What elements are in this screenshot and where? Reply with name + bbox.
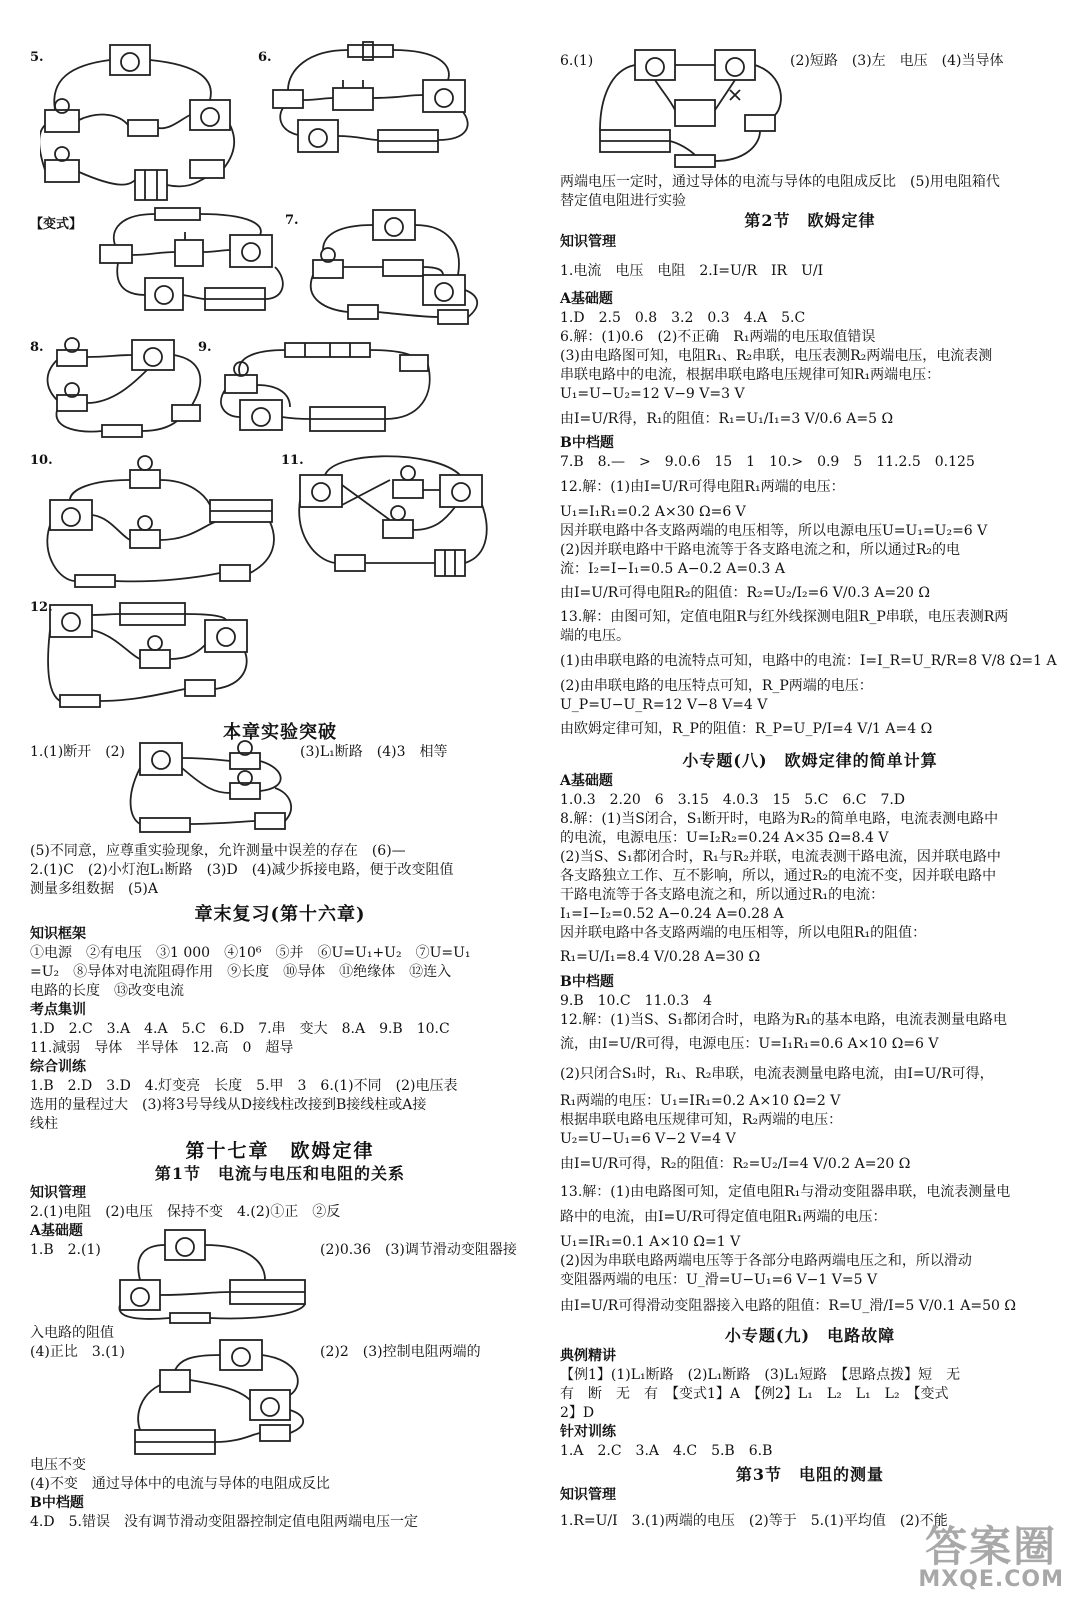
text-line: 由欧姆定律可知，R_P的阻值：R_P=U_P/I=4 V/1 A=4 Ω: [560, 721, 933, 737]
circuit-diagram-variant: [90, 200, 290, 325]
text-line: (2)只闭合S₁时，R₁、R₂串联，电流表测量电路电流，由I=U/R可得，: [560, 1066, 994, 1082]
text-line: U₁=I₁R₁=0.2 A×30 Ω=6 V: [560, 504, 746, 520]
question-label-11: 11.: [281, 453, 304, 468]
circuit-diagram-5: [40, 40, 240, 205]
text-line: 9.B 10.C 11.0.3 4: [560, 993, 713, 1009]
text-line: I₁=I−I₂=0.52 A−0.24 A=0.28 A: [560, 906, 784, 922]
circuit-diagram-r6: [595, 45, 790, 170]
text-line: 12.解：(1)当S、S₁都闭合时，电路为R₁的基本电路，电流表测量电路电: [560, 1012, 1008, 1028]
text-line: 线柱: [30, 1116, 58, 1132]
text-line: 1.0.3 2.20 6 3.15 4.0.3 15 5.C 6.C 7.D: [560, 792, 906, 808]
variant-label: 【变式】: [30, 217, 83, 232]
watermark-text: 答案圈: [925, 1522, 1058, 1571]
circuit-diagram-experiment-1: [125, 738, 300, 843]
subheading: 针对训练: [560, 1424, 616, 1440]
text-line: 因并联电路中各支路两端的电压相等，所以电源电压U=U₁=U₂=6 V: [560, 523, 988, 539]
text-line: 6.(1): [560, 53, 594, 69]
text-line: 1.B 2.(1): [30, 1242, 101, 1258]
circuit-diagram-6: [268, 40, 483, 170]
text-line: 选用的量程过大 (3)将3号导线从D接线柱改接到B接线柱或A接: [30, 1097, 427, 1113]
text-line: 1.(1)断开 (2): [30, 744, 126, 760]
text-line: (4)不变 通过导体中的电流与导体的电阻成反比: [30, 1476, 330, 1492]
subheading: 典例精讲: [560, 1348, 616, 1364]
text-line: 6.解：(1)0.6 (2)不正确 R₁两端的电压取值错误: [560, 329, 876, 345]
text-line: 13.解：(1)由电路图可知，定值电阻R₁与滑动变阻器串联，电流表测量电: [560, 1184, 1011, 1200]
text-line: 12.解：(1)由I=U/R可得电阻R₁两端的电压：: [560, 479, 845, 495]
text-line: 【例1】(1)L₁断路 (2)L₁断路 (3)L₁短路 【思路点拨】短 无: [560, 1367, 961, 1383]
section-title-topic-9: 小专题(九) 电路故障: [724, 1326, 896, 1345]
text-line: 1.电流 电压 电阻 2.I=U/R IR U/I: [560, 263, 824, 279]
text-line: 2.(1)电阻 (2)电压 保持不变 4.(2)①正 ②反: [30, 1204, 341, 1220]
subheading: B中档题: [30, 1495, 84, 1511]
text-line: 由I=U/R得，R₁的阻值：R₁=U₁/I₁=3 V/0.6 A=5 Ω: [560, 411, 894, 427]
text-line: 电压不变: [30, 1457, 86, 1473]
text-line: U₁=IR₁=0.1 A×10 Ω=1 V: [560, 1234, 741, 1250]
subheading: B中档题: [560, 974, 614, 990]
text-line: 各支路独立工作、互不影响，所以，通过R₂的电流不变，因并联电路中: [560, 868, 997, 884]
circuit-diagram-7: [298, 205, 488, 330]
text-line: 1.R=U/I 3.(1)两端的电压 (2)等于 5.(1)平均值 (2)不能: [560, 1513, 948, 1529]
text-line: (4)正比 3.(1): [30, 1344, 126, 1360]
text-line: R₁两端的电压：U₁=IR₁=0.2 A×10 Ω=2 V: [560, 1093, 841, 1109]
text-line: 2.(1)C (2)小灯泡L₁断路 (3)D (4)减少拆接电路，便于改变阻值: [30, 862, 454, 878]
text-line: (2)由串联电路的电压特点可知，R_P两端的电压：: [560, 678, 873, 694]
circuit-diagram-s1-2: [115, 1225, 315, 1325]
subheading: 综合训练: [30, 1059, 86, 1075]
text-line: (2)因并联电路中干路电流等于各支路电流之和，所以通过R₂的电: [560, 542, 960, 558]
circuit-diagram-9: [210, 335, 435, 440]
text-line: 1.D 2.C 3.A 4.A 5.C 6.D 7.串 变大 8.A 9.B 10.C: [30, 1021, 450, 1037]
text-line: 11.減弱 导体 半导体 12.高 0 超导: [30, 1040, 294, 1056]
text-line: 串联电路中的电流，根据串联电路电压规律可知R₁两端电压：: [560, 367, 941, 383]
text-line: 电路的长度 ⑬改变电流: [30, 983, 184, 999]
text-line: 由I=U/R可得滑动变阻器接入电路的阻值：R=U_滑/I=5 V/0.1 A=50 Ω: [560, 1298, 1016, 1314]
question-label-12: 12.: [30, 600, 53, 615]
text-line: 2】D: [560, 1405, 595, 1421]
text-line: 1.A 2.C 3.A 4.C 5.B 6.B: [560, 1443, 773, 1459]
question-label-7: 7.: [285, 213, 299, 228]
section-title-chapter-experiments: 本章实验突破: [223, 722, 337, 743]
circuit-diagram-s1-3: [130, 1335, 320, 1455]
text-line: 13.解：由图可知，定值电阻R与红外线探测电阻R_P串联，电压表测R两: [560, 609, 1009, 625]
text-line: (3)L₁断路 (4)3 相等: [300, 744, 448, 760]
subheading: A基础题: [560, 773, 613, 789]
subheading: B中档题: [560, 435, 614, 451]
text-line: 的电流，电源电压：U=I₂R₂=0.24 A×35 Ω=8.4 V: [560, 830, 889, 846]
text-line: ①电源 ②有电压 ③1 000 ④10⁶ ⑤并 ⑥U=U₁+U₂ ⑦U=U₁: [30, 945, 471, 961]
section-title-lesson-1: 第1节 电流与电压和电阻的关系: [154, 1164, 406, 1183]
text-line: (5)不同意，应尊重实验现象，允许测量中误差的存在 (6)—: [30, 843, 406, 859]
text-line: 入电路的阻值: [30, 1325, 114, 1341]
text-line: 4.D 5.错误 没有调节滑动变阻器控制定值电阻两端电压一定: [30, 1514, 418, 1530]
text-line: U₁=U−U₂=12 V−9 V=3 V: [560, 386, 745, 402]
text-line: 变阻器两端的电压：U_滑=U−U₁=6 V−1 V=5 V: [560, 1272, 878, 1288]
chapter-title: 第十七章 欧姆定律: [185, 1140, 375, 1162]
text-line: (2)当S、S₁都闭合时，R₁与R₂并联，电流表测干路电流，因并联电路中: [560, 849, 1001, 865]
text-line: 有 断 无 有 【变式1】A 【例2】L₁ L₂ L₁ L₂ 【变式: [560, 1386, 949, 1402]
circuit-diagram-11: [295, 445, 495, 590]
subheading: 知识管理: [560, 234, 616, 250]
section-title-topic-8: 小专题(八) 欧姆定律的简单计算: [682, 751, 938, 770]
text-line: (3)由电路图可知，电阻R₁、R₂串联，电压表测R₂两端电压，电流表测: [560, 348, 993, 364]
text-line: 端的电压。: [560, 628, 630, 644]
text-line: (2)2 (3)控制电阻两端的: [320, 1344, 481, 1360]
text-line: (1)由串联电路的电流特点可知，电路中的电流：I=I_R=U_R/R=8 V/8 Ω=1 A: [560, 653, 1057, 669]
circuit-diagram-12: [45, 595, 260, 715]
subheading: 考点集训: [30, 1002, 86, 1018]
circuit-diagram-10: [40, 445, 280, 595]
section-title-chapter-review: 章末复习(第十六章): [194, 904, 366, 925]
text-line: 干路电流等于各支路电流之和，所以通过R₁的电流：: [560, 887, 885, 903]
question-label-5: 5.: [30, 50, 44, 65]
text-line: 1.B 2.D 3.D 4.灯变亮 长度 5.甲 3 6.(1)不同 (2)电压表: [30, 1078, 458, 1094]
question-label-9: 9.: [198, 340, 212, 355]
text-line: 替定值电阻进行实验: [560, 193, 686, 209]
section-title-lesson-3: 第3节 电阻的测量: [735, 1465, 885, 1484]
text-line: 1.D 2.5 0.8 3.2 0.3 4.A 5.C: [560, 310, 806, 326]
subheading: 知识管理: [560, 1487, 616, 1503]
text-line: 根据串联电路电压规律可知，R₂两端的电压：: [560, 1112, 843, 1128]
text-line: U₂=U−U₁=6 V−2 V=4 V: [560, 1131, 736, 1147]
text-line: (2)因为串联电路两端电压等于各部分电路两端电压之和，所以滑动: [560, 1253, 972, 1269]
watermark-url: MXQE.COM: [918, 1567, 1064, 1592]
circuit-diagram-8: [42, 335, 217, 440]
text-line: 测量多组数据 (5)A: [30, 881, 158, 897]
text-line: 8.解：(1)当S闭合，S₁断开时，电路为R₂的简单电路，电流表测电路中: [560, 811, 999, 827]
text-line: 流，由I=U/R可得，电源电压：U=I₁R₁=0.6 A×10 Ω=6 V: [560, 1036, 939, 1052]
subheading: A基础题: [560, 291, 613, 307]
text-line: =U₂ ⑧导体对电流阻碍作用 ⑨长度 ⑩导体 ⑪绝缘体 ⑫连入: [30, 964, 452, 980]
watermark-logo: [918, 1522, 1064, 1592]
text-line: 7.B 8.— > 9.0.6 15 1 10.> 0.9 5 11.2.5 0.125: [560, 454, 975, 470]
question-label-10: 10.: [30, 453, 53, 468]
text-line: 两端电压一定时，通过导体的电流与导体的电阻成反比 (5)用电阻箱代: [560, 174, 1000, 190]
text-line: 因并联电路中各支路两端的电压相等，所以电阻R₁的阻值：: [560, 925, 927, 941]
subheading: 知识管理: [30, 1185, 86, 1201]
text-line: 流：I₂=I−I₁=0.5 A−0.2 A=0.3 A: [560, 561, 785, 577]
subheading: A基础题: [30, 1223, 83, 1239]
text-line: R₁=U/I₁=8.4 V/0.28 A=30 Ω: [560, 949, 761, 965]
text-line: (2)短路 (3)左 电压 (4)当导体: [790, 53, 1004, 69]
text-line: U_P=U−U_R=12 V−8 V=4 V: [560, 697, 768, 713]
subheading: 知识框架: [30, 926, 86, 942]
question-label-6: 6.: [258, 50, 272, 65]
question-label-8: 8.: [30, 340, 44, 355]
text-line: 由I=U/R可得，R₂的阻值：R₂=U₂/I=4 V/0.2 A=20 Ω: [560, 1156, 911, 1172]
text-line: 路中的电流，由I=U/R可得定值电阻R₁两端的电压：: [560, 1209, 887, 1225]
text-line: 由I=U/R可得电阻R₂的阻值：R₂=U₂/I₂=6 V/0.3 A=20 Ω: [560, 585, 930, 601]
text-line: (2)0.36 (3)调节滑动变阻器接: [320, 1242, 517, 1258]
section-title-lesson-2: 第2节 欧姆定律: [744, 211, 876, 230]
